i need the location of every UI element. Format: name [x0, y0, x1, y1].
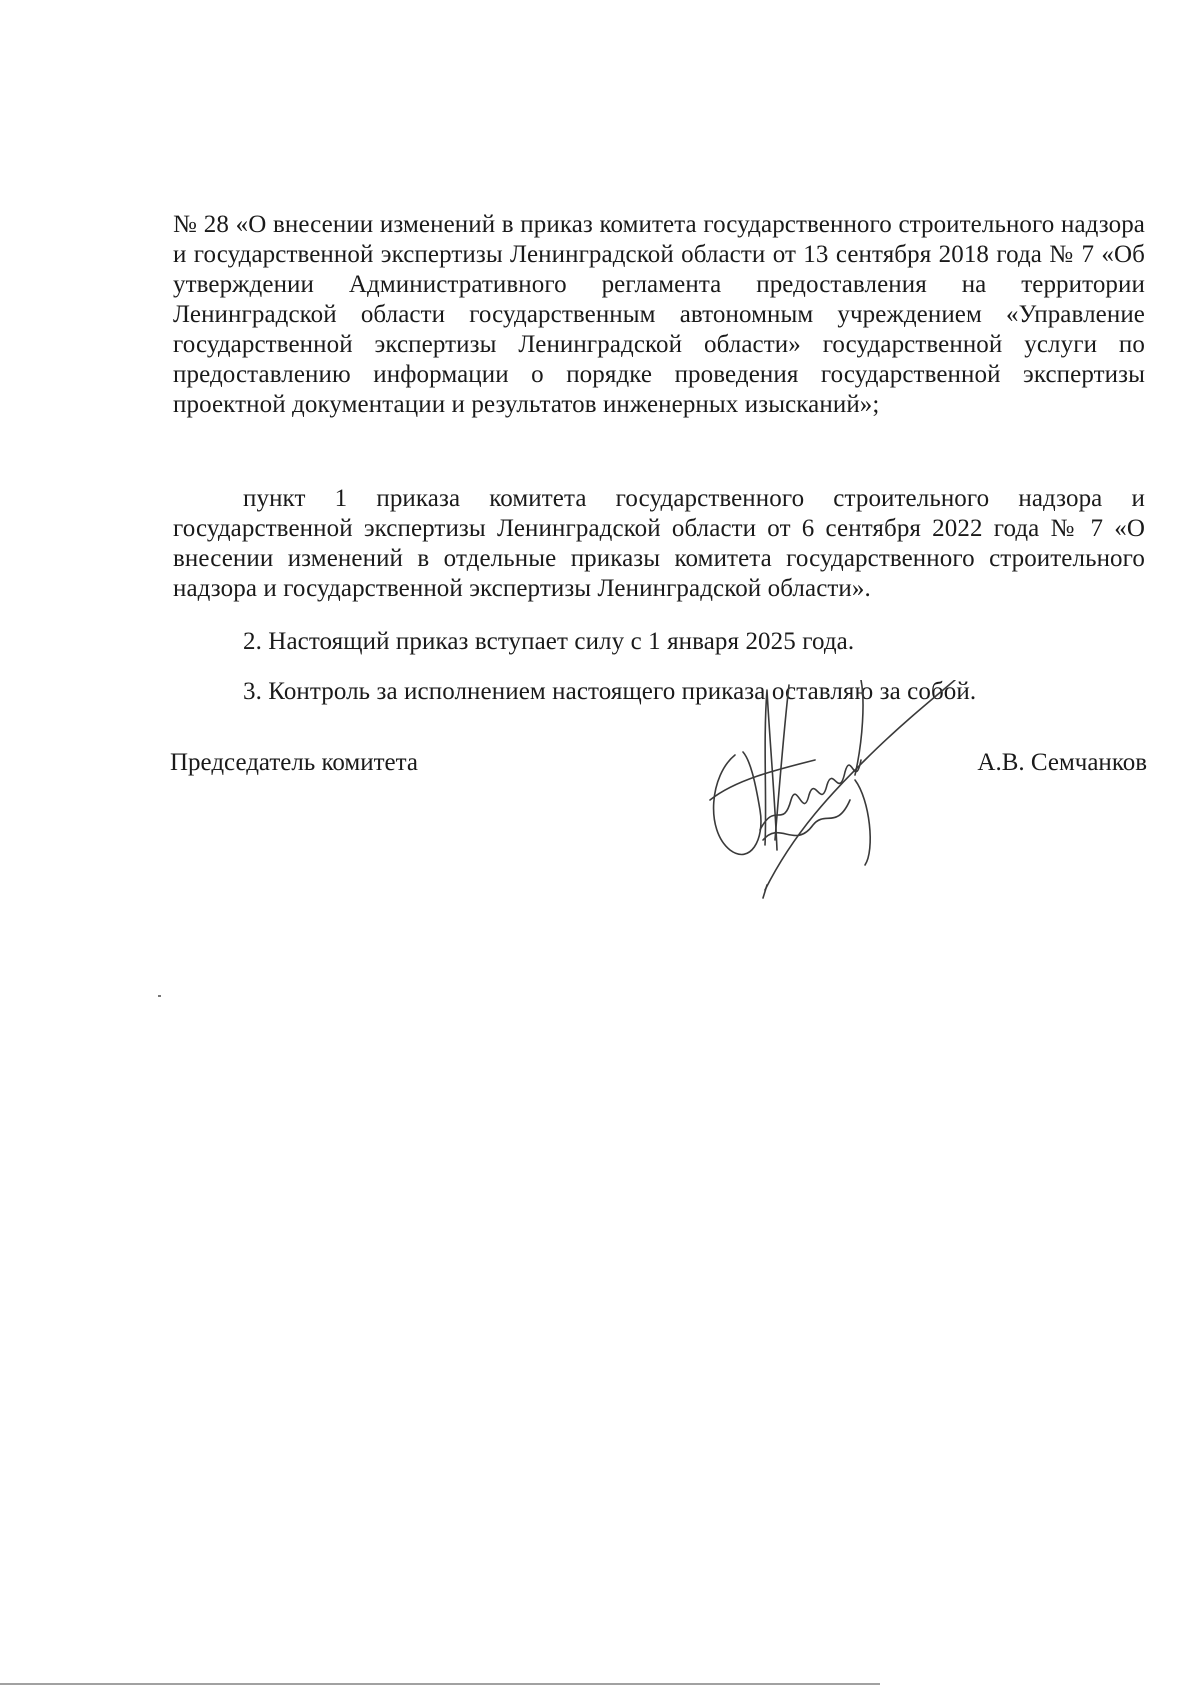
handwritten-signature [705, 680, 965, 920]
paragraph-point-1: пункт 1 приказа комитета государственного строительного надзора и государственной экспертизы Ленинградской области от 6 сентября 2022 года № 7 «О внесении изменений в отдельные приказы комитета государственного строительного надзора и государственной экспертизы Ленинградской области». [173, 485, 1145, 602]
paragraph-continuation: № 28 «О внесении изменений в приказ комитета государственного строительного надзора и государственной экспертизы Ленинградской области от 13 сентября 2018 года № 7 «Об утверждении Административного регламента предоставления на территории Ленинградской области государственным автономным учреждением «Управление государственной экспертизы Ленинградской области» государственной услуги по предоставлению информации о порядке проведения государственной экспертизы проектной документации и результатов инженерных изысканий»; [173, 211, 1145, 418]
signer-position: Председатель комитета [170, 749, 418, 776]
scan-artifact-speck [158, 995, 161, 997]
signer-name: А.В. Семчанков [977, 749, 1147, 776]
item-3-control: 3. Контроль за исполнением настоящего приказа оставляю за собой. [243, 678, 977, 705]
scan-edge-line [0, 1683, 880, 1685]
item-2-effective-date: 2. Настоящий приказ вступает силу с 1 января 2025 года. [243, 628, 855, 655]
